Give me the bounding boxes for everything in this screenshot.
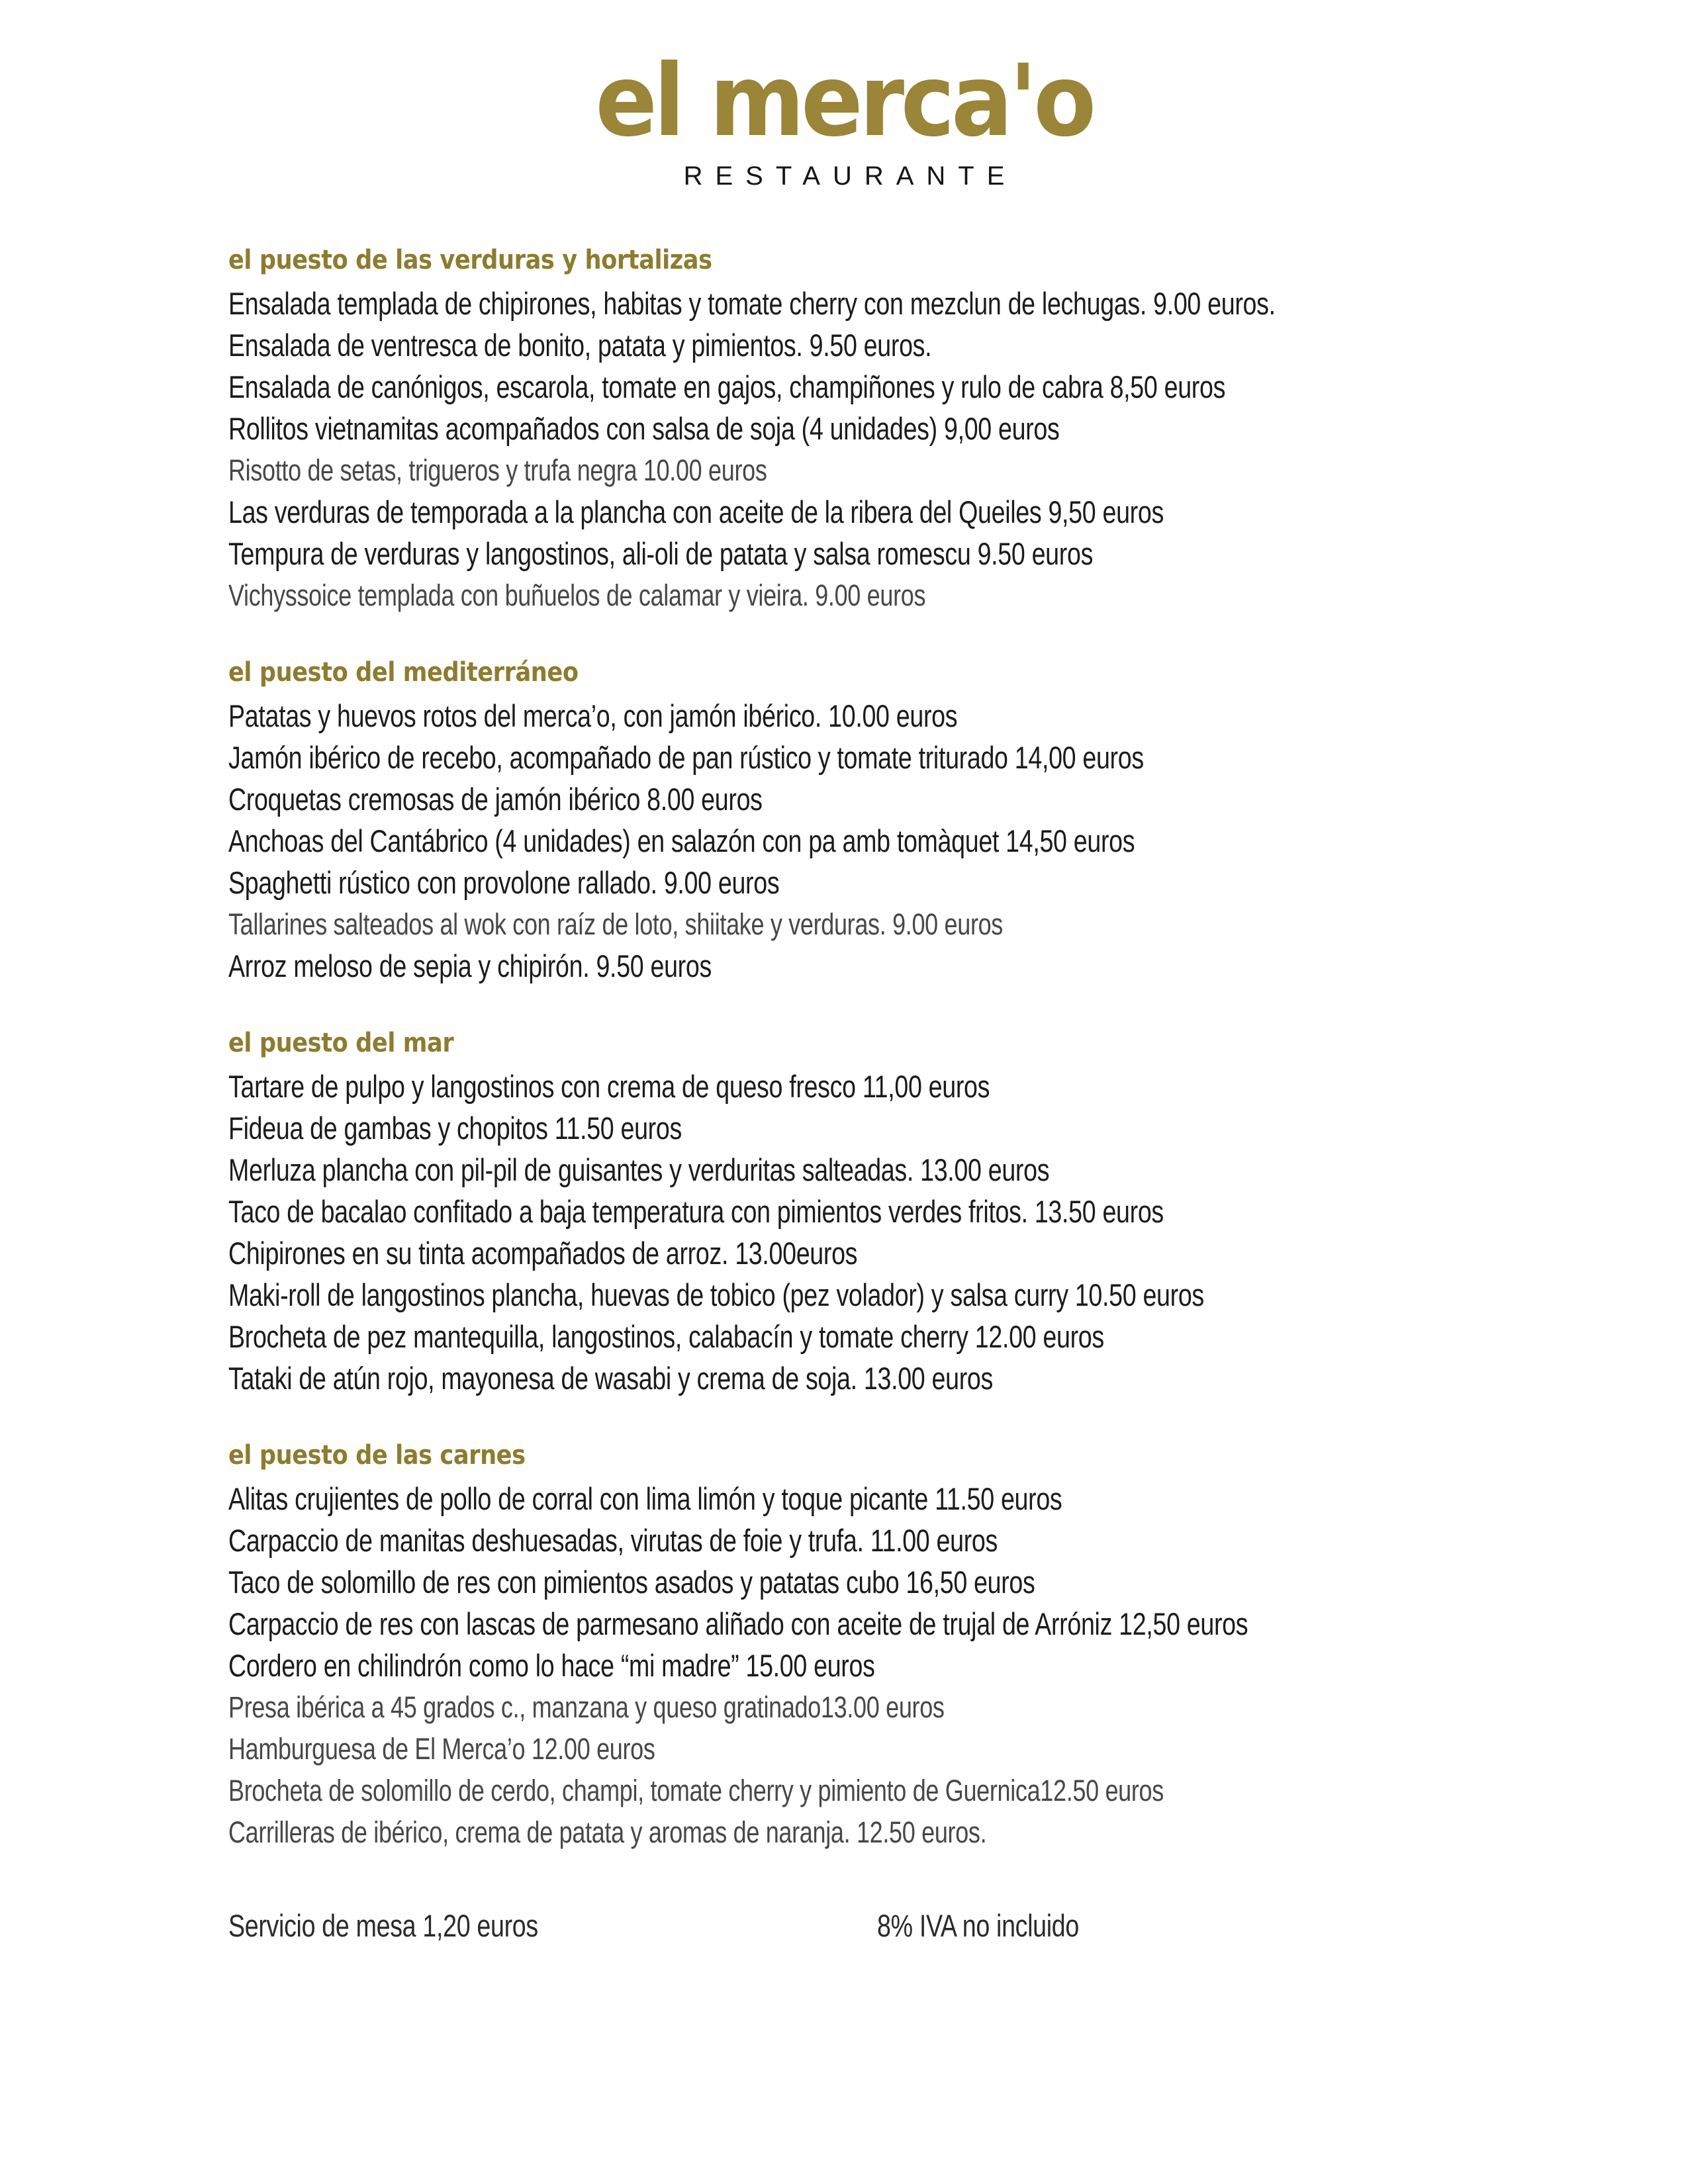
menu-item: Tallarines salteados al wok con raíz de loto, shiitake y verduras. 9.00 euros (228, 907, 1003, 941)
menu-item: Anchoas del Cantábrico (4 unidades) en salazón con pa amb tomàquet 14,50 euros (228, 823, 1135, 858)
menu-item: Risotto de setas, trigueros y trufa negra 10.00 euros (228, 453, 767, 487)
menu-item: Taco de solomillo de res con pimientos asados y patatas cubo 16,50 euros (228, 1565, 1035, 1600)
menu-item: Carpaccio de manitas deshuesadas, virutas de foie y trufa. 11.00 euros (228, 1523, 998, 1558)
menu-item: Brocheta de solomillo de cerdo, champi, tomate cherry y pimiento de Guernica12.50 euros (228, 1774, 1164, 1807)
section-heading: el puesto de las carnes (228, 1440, 526, 1471)
menu-item: Ensalada de canónigos, escarola, tomate en gajos, champiñones y rulo de cabra 8,50 euros (228, 369, 1226, 404)
footer-right-column (877, 1906, 1129, 1946)
menu-item-list (228, 695, 1486, 987)
menu-item: Tataki de atún rojo, mayonesa de wasabi y crema de soja. 13.00 euros (228, 1361, 993, 1396)
menu-item: Brocheta de pez mantequilla, langostinos, calabacín y tomate cherry 12.00 euros (228, 1319, 1104, 1354)
menu-item-list (228, 283, 1486, 616)
menu-item: Hamburguesa de El Merca’o 12.00 euros (228, 1732, 655, 1766)
footer-left-column (228, 1906, 877, 1946)
menu-item: Chipirones en su tinta acompañados de arroz. 13.00euros (228, 1236, 858, 1271)
menu-item: Las verduras de temporada a la plancha con aceite de la ribera del Queiles 9,50 euros (228, 494, 1164, 529)
logo-subtitle: RESTAURANTE (683, 161, 1017, 191)
menu-item: Maki-roll de langostinos plancha, huevas de tobico (pez volador) y salsa curry 10.50 euros (228, 1277, 1204, 1312)
menu-item: Taco de bacalao confitado a baja temperatura con pimientos verdes fritos. 13.50 euros (228, 1194, 1164, 1229)
vat-note: 8% IVA no incluido (877, 1908, 1079, 1943)
menu-item: Tempura de verduras y langostinos, ali-oli de patata y salsa romescu 9.50 euros (228, 536, 1094, 571)
menu-item: Fideua de gambas y chopitos 11.50 euros (228, 1111, 682, 1146)
menu-section-carnes (228, 1440, 1486, 1853)
menu-item: Ensalada de ventresca de bonito, patata y pimientos. 9.50 euros. (228, 328, 932, 363)
section-heading: el puesto de las verduras y hortalizas (228, 245, 712, 275)
menu-item: Ensalada templada de chipirones, habitas y tomate cherry con mezclun de lechugas. 9.00 euros. (228, 286, 1276, 321)
menu-item: Spaghetti rústico con provolone rallado. 9.00 euros (228, 865, 780, 900)
menu-footer (228, 1906, 1486, 1946)
menu-item: Rollitos vietnamitas acompañados con salsa de soja (4 unidades) 9,00 euros (228, 411, 1060, 446)
restaurant-logo (0, 44, 1688, 191)
menu-item: Vichyssoice templada con buñuelos de calamar y vieira. 9.00 euros (228, 578, 926, 612)
menu-section-mediterraneo (228, 657, 1486, 987)
menu-item: Jamón ibérico de recebo, acompañado de pan rústico y tomate triturado 14,00 euros (228, 740, 1144, 775)
menu-item: Carpaccio de res con lascas de parmesano aliñado con aceite de trujal de Arróniz 12,50 euros (228, 1606, 1248, 1641)
menu-item: Tartare de pulpo y langostinos con crema de queso fresco 11,00 euros (228, 1069, 990, 1104)
section-heading: el puesto del mediterráneo (228, 657, 579, 688)
menu-item: Merluza plancha con pil-pil de guisantes y verduritas salteadas. 13.00 euros (228, 1152, 1050, 1187)
menu-item: Carrilleras de ibérico, crema de patata y aromas de naranja. 12.50 euros. (228, 1815, 987, 1849)
service-charge-note: Servicio de mesa 1,20 euros (228, 1908, 538, 1943)
menu-item-list (228, 1478, 1486, 1853)
menu-item-list (228, 1066, 1486, 1399)
menu-section-mar (228, 1028, 1486, 1399)
logo-wordmark: el merca'o (595, 44, 1093, 159)
menu-item: Presa ibérica a 45 grados c., manzana y queso gratinado13.00 euros (228, 1690, 945, 1724)
menu-item: Patatas y huevos rotos del merca’o, con jamón ibérico. 10.00 euros (228, 698, 958, 733)
menu-item: Arroz meloso de sepia y chipirón. 9.50 euros (228, 948, 712, 983)
section-heading: el puesto del mar (228, 1028, 454, 1058)
menu-section-verduras (228, 245, 1486, 616)
menu-sections (228, 245, 1486, 1853)
menu-item: Alitas crujientes de pollo de corral con lima limón y toque picante 11.50 euros (228, 1481, 1062, 1516)
menu-item: Cordero en chilindrón como lo hace “mi madre” 15.00 euros (228, 1648, 875, 1683)
menu-item: Croquetas cremosas de jamón ibérico 8.00 euros (228, 782, 763, 817)
